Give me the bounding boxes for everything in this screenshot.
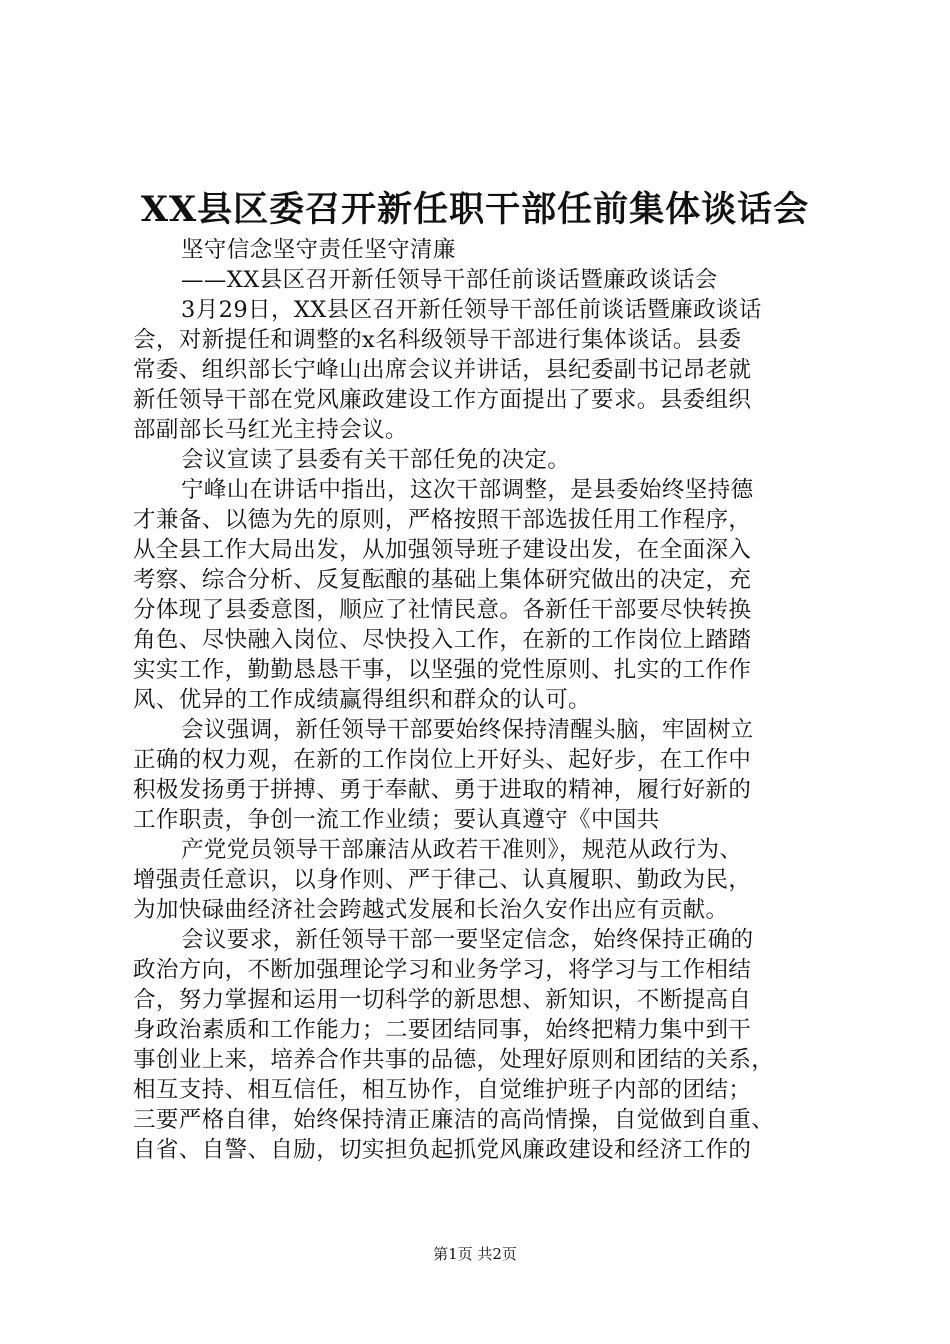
body-line: 身政治素质和工作能力；二要团结同事，始终把精力集中到干: [133, 1017, 752, 1043]
body-line: 增强责任意识，以身作则、严于律己、认真履职、勤政为民，: [133, 867, 752, 893]
body-line: 三要严格自律，始终保持清正廉洁的高尚情操，自觉做到自重、: [133, 1107, 775, 1133]
body-line: 会，对新提任和调整的x名科级领导干部进行集体谈话。县委: [133, 327, 742, 353]
body-line: 实实工作，勤勤恳恳干事，以坚强的党性原则、扎实的工作作: [133, 657, 752, 683]
body-line: 会议强调，新任领导干部要始终保持清醒头脑，牢固树立: [181, 717, 754, 743]
body-line: 工作职责，争创一流工作业绩；要认真遵守《中国共: [133, 807, 660, 833]
body-line: 分体现了县委意图，顺应了社情民意。各新任干部要尽快转换: [133, 597, 752, 623]
body-line: ——XX县区召开新任领导干部任前谈话暨廉政谈话会: [181, 267, 718, 293]
body-line: 坚守信念坚守责任坚守清廉: [181, 237, 456, 263]
body-line: 相互支持、相互信任，相互协作，自觉维护班子内部的团结；: [133, 1077, 752, 1103]
body-line: 风、优异的工作成绩赢得组织和群众的认可。: [133, 687, 592, 713]
body-line: 部副部长马红光主持会议。: [133, 417, 408, 443]
body-line: 会议要求，新任领导干部一要坚定信念，始终保持正确的: [181, 927, 754, 953]
body-line: 常委、组织部长宁峰山出席会议并讲话，县纪委副书记昂老就: [133, 357, 752, 383]
body-line: 考察、综合分析、反复酝酿的基础上集体研究做出的决定，充: [133, 567, 752, 593]
body-line: 产党党员领导干部廉洁从政若干准则》，规范从政行为、: [181, 837, 743, 863]
body-line: 会议宣读了县委有关干部任免的决定。: [181, 447, 571, 473]
body-line: 积极发扬勇于拼搏、勇于奉献、勇于进取的精神，履行好新的: [133, 777, 752, 803]
body-line: 宁峰山在讲话中指出，这次干部调整，是县委始终坚持德: [181, 477, 754, 503]
page-footer: 第1页 共2页: [433, 1245, 517, 1263]
document-title: XX县区委召开新任职干部任前集体谈话会: [140, 189, 810, 230]
body-line: 才兼备、以德为先的原则，严格按照干部选拔任用工作程序，: [133, 507, 752, 533]
body-line: 正确的权力观，在新的工作岗位上开好头、起好步，在工作中: [133, 747, 752, 773]
body-line: 自省、自警、自励，切实担负起抓党风廉政建设和经济工作的: [133, 1137, 752, 1163]
body-line: 从全县工作大局出发，从加强领导班子建设出发，在全面深入: [133, 537, 752, 563]
document-body: [133, 235, 833, 1165]
body-line: 为加快碌曲经济社会跨越式发展和长治久安作出应有贡献。: [133, 897, 729, 923]
body-line: 新任领导干部在党风廉政建设工作方面提出了要求。县委组织: [133, 387, 752, 413]
body-line: 3月29日，XX县区召开新任领导干部任前谈话暨廉政谈话: [181, 297, 762, 323]
body-line: 合，努力掌握和运用一切科学的新思想、新知识，不断提高自: [133, 987, 752, 1013]
body-line: 角色、尽快融入岗位、尽快投入工作，在新的工作岗位上踏踏: [133, 627, 752, 653]
body-line: 政治方向，不断加强理论学习和业务学习，将学习与工作相结: [133, 957, 752, 983]
body-line: 事创业上来，培养合作共事的品德，处理好原则和团结的关系，: [133, 1047, 775, 1073]
